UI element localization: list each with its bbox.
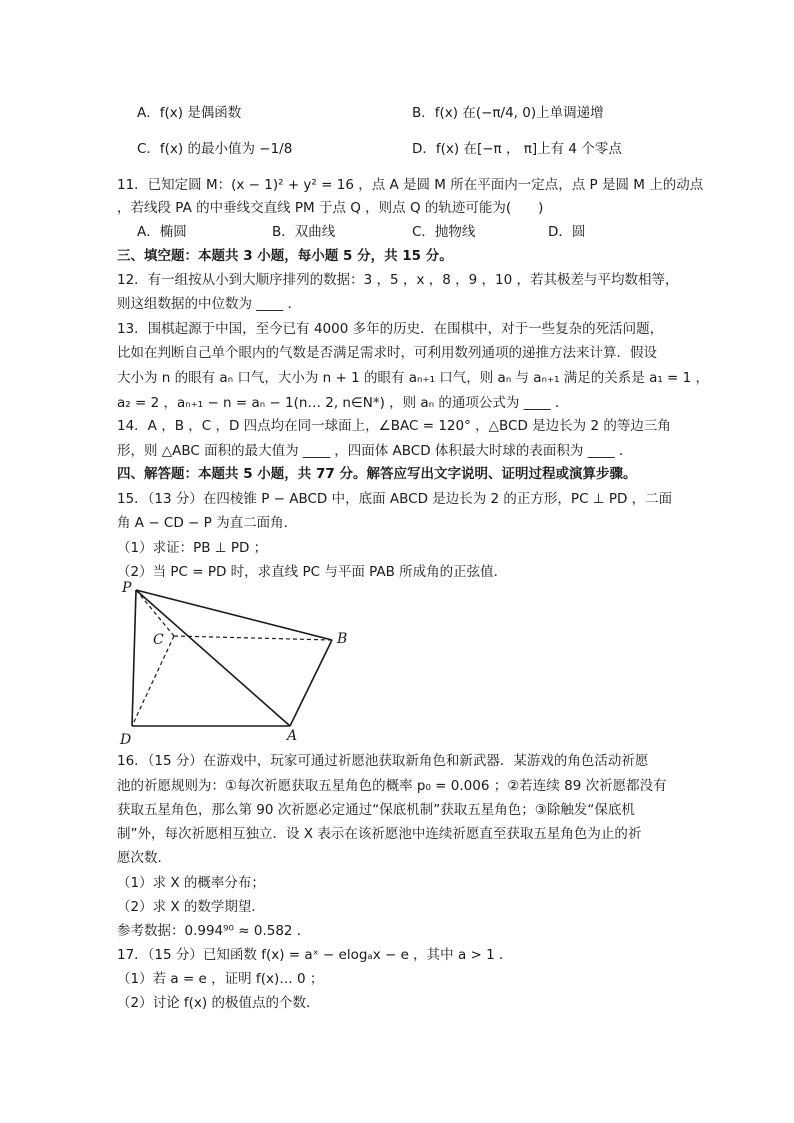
pyramid-figure: [112, 576, 362, 748]
q11-option-d: D．圆: [548, 224, 586, 240]
q16-line-4: 制”外，每次祈愿相互独立．设 X 表示在该祈愿池中连续祈愿直至获取五星角色为止的祈: [117, 826, 642, 842]
q12-line-1: 12．有一组按从小到大顺序排列的数据：3 ，5 ，x ，8 ，9 ，10 ，若其极差与平均数相等，: [117, 272, 679, 288]
q13-line-1: 13．围棋起源于中国，至今已有 4000 多年的历史．在围棋中，对于一些复杂的死活问题，: [117, 321, 664, 337]
q15-line-2: 角 A − CD − P 为直二面角．: [117, 515, 298, 531]
section-4-heading: 四、解答题：本题共 5 小题，共 77 分。解答应写出文字说明、证明过程或演算步骤。: [117, 466, 637, 482]
edge-ab: [290, 640, 332, 726]
edge-cd-hidden: [132, 636, 174, 726]
edge-pc-hidden: [136, 590, 174, 636]
label-p: P: [122, 580, 132, 596]
q15-part-2: （2）当 PC = PD 时，求直线 PC 与平面 PAB 所成角的正弦值．: [117, 564, 508, 580]
q17-line-1: 17．（15 分）已知函数 f(x) = aˣ − elogₐx − e ，其中 a > 1 ．: [117, 947, 513, 963]
q13-line-3: 大小为 n 的眼有 aₙ 口气，大小为 n + 1 的眼有 aₙ₊₁ 口气，则 aₙ 与 aₙ₊₁ 满足的关系是 a₁ = 1 ，: [117, 370, 710, 386]
q14-line-2: 形，则 △ABC 面积的最大值为 ____ ，四面体 ABCD 体积最大时球的表面积为 ____ ．: [117, 443, 633, 459]
q11-line-1: 11．已知定圆 M：(x − 1)² + y² = 16 ，点 A 是圆 M 所在平面内一定点，点 P 是圆 M 上的动点: [117, 177, 704, 193]
q13-line-2: 比如在判断自己单个眼内的气数是否满足需求时，可利用数列通项的递推方法来计算．假设: [117, 345, 657, 361]
label-c: C: [153, 632, 164, 648]
q11-option-a: A．椭圆: [137, 224, 187, 240]
q10-option-b: B．f(x) 在(−π/4, 0)上单调递增: [412, 105, 604, 121]
q10-option-d: D．f(x) 在[−π ， π]上有 4 个零点: [412, 141, 622, 157]
q17-part-2: （2）讨论 f(x) 的极值点的个数．: [117, 995, 320, 1011]
label-d: D: [120, 732, 132, 748]
label-a: A: [287, 728, 298, 744]
q16-line-1: 16．（15 分）在游戏中，玩家可通过祈愿池获取新角色和新武器．某游戏的角色活动祈愿: [117, 753, 649, 769]
q16-line-5: 愿次数．: [117, 850, 171, 866]
q10-option-c: C．f(x) 的最小值为 −1/8: [137, 141, 293, 157]
q16-line-3: 获取五星角色，那么第 90 次祈愿必定通过“保底机制”获取五星角色；③除触发“保底机: [117, 802, 635, 818]
q16-reference-data: 参考数据：0.994⁹⁰ ≈ 0.582 ．: [117, 923, 311, 939]
q11-line-2: ，若线段 PA 的中垂线交直线 PM 于点 Q ，则点 Q 的轨迹可能为( ): [117, 200, 544, 216]
q13-line-4: a₂ = 2 ，aₙ₊₁ − n = aₙ − 1(n… 2, n∈N*) ，则 aₙ 的通项公式为 ____ ．: [117, 395, 569, 411]
section-3-heading: 三、填空题：本题共 3 小题，每小题 5 分，共 15 分。: [117, 248, 453, 264]
q16-part-2: （2）求 X 的数学期望．: [117, 899, 265, 915]
q15-part-1: （1）求证：PB ⊥ PD ；: [117, 540, 268, 556]
q15-line-1: 15．（13 分）在四棱锥 P − ABCD 中，底面 ABCD 是边长为 2 的正方形，PC ⊥ PD ，二面: [117, 491, 673, 507]
edge-cb-hidden: [174, 636, 332, 640]
q10-option-a: A．f(x) 是偶函数: [137, 105, 242, 121]
q14-line-1: 14．A ，B ，C ，D 四点均在同一球面上，∠BAC = 120° ，△BCD 是边长为 2 的等边三角: [117, 418, 671, 434]
q12-line-2: 则这组数据的中位数为 ____ ．: [117, 296, 302, 312]
q16-line-2: 池的祈愿规则为：①每次祈愿获取五星角色的概率 p₀ = 0.006 ；②若连续 89 次祈愿都没有: [117, 778, 667, 794]
q11-option-c: C．抛物线: [412, 224, 476, 240]
q16-part-1: （1）求 X 的概率分布；: [117, 875, 265, 891]
edge-pd: [132, 590, 136, 726]
label-b: B: [337, 631, 348, 647]
q11-option-b: B．双曲线: [272, 224, 336, 240]
q17-part-1: （1）若 a = e ，证明 f(x)… 0 ；: [117, 971, 324, 987]
